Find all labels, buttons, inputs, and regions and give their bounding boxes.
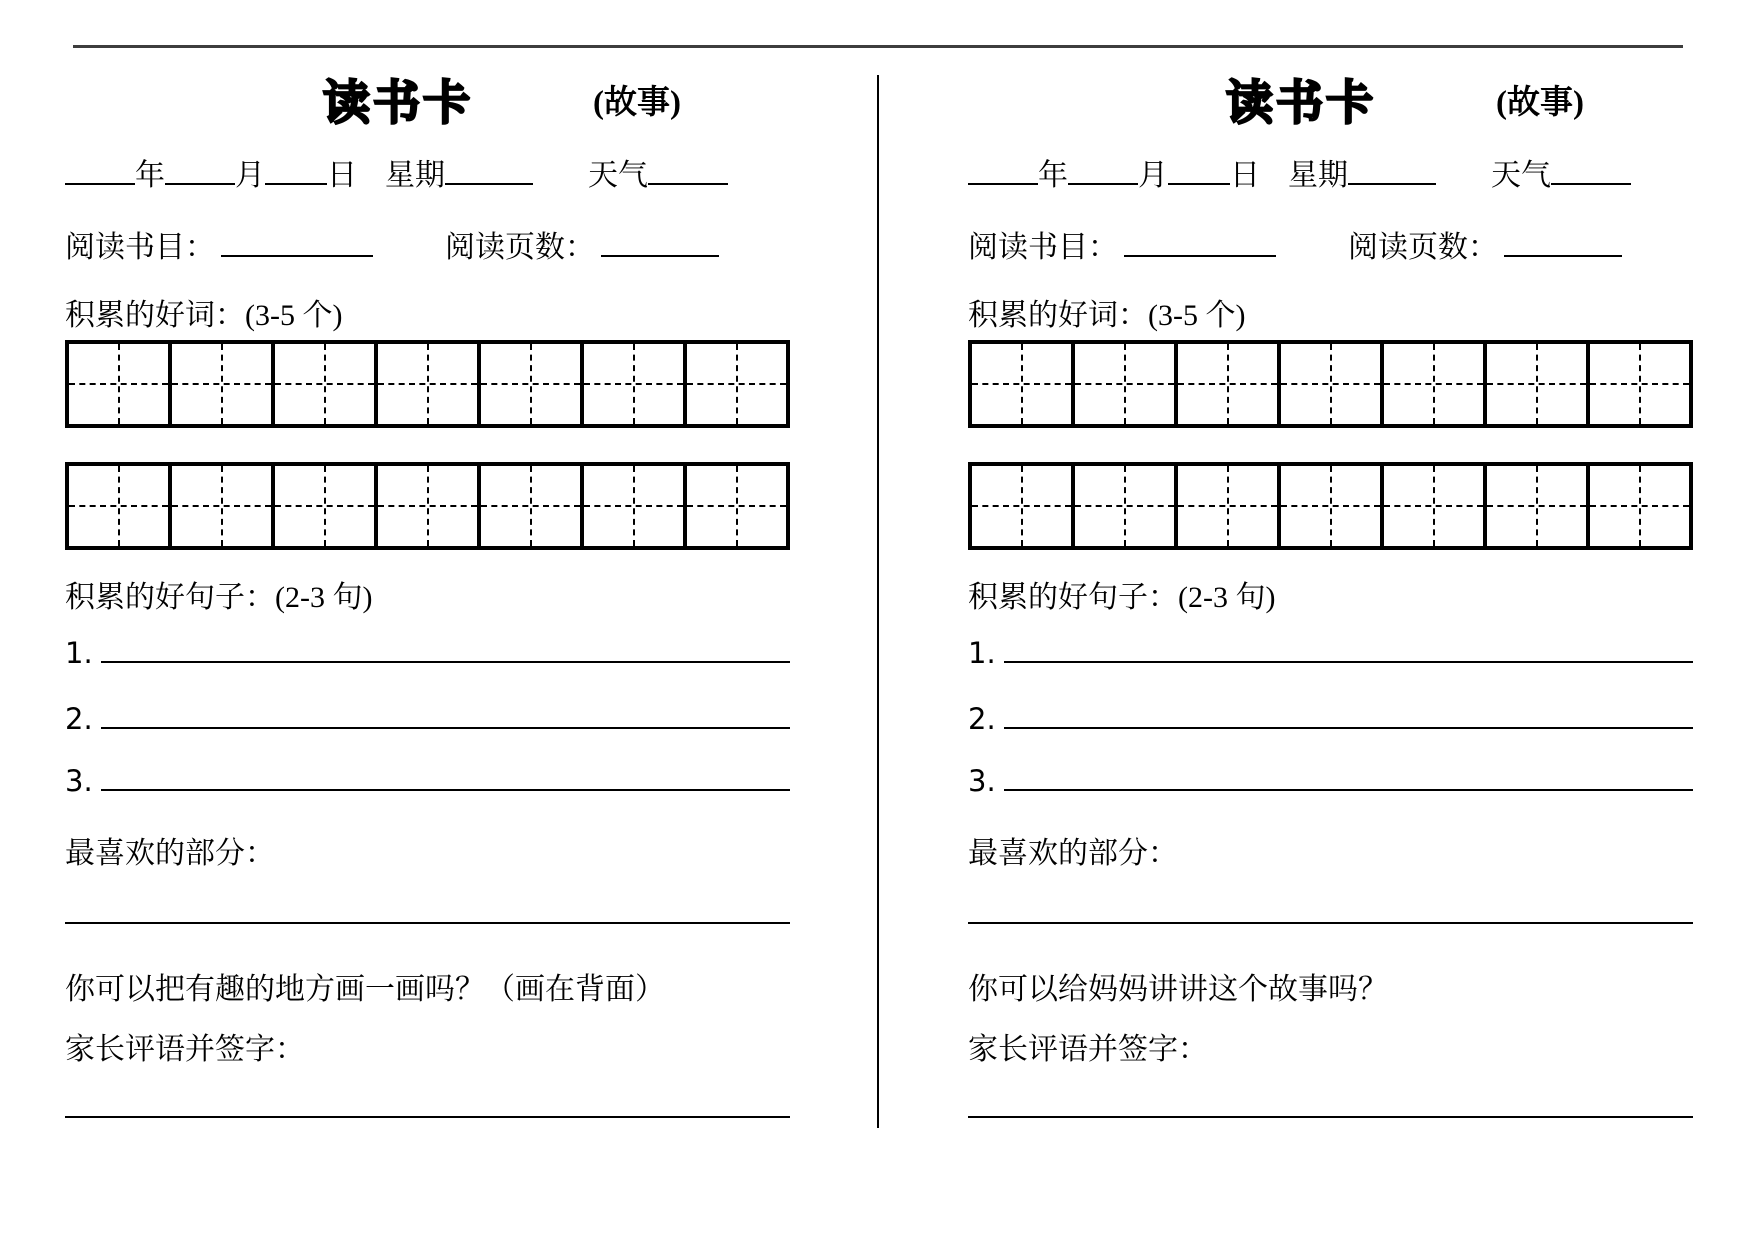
favorite-label: 最喜欢的部分：: [65, 837, 275, 870]
grid-cell: [1487, 466, 1590, 546]
grid-cell: [1590, 344, 1689, 424]
grid-cell: [1281, 466, 1384, 546]
book-pages-row: [65, 222, 790, 264]
sentence-number: 1.: [968, 636, 996, 670]
weather-blank: [1551, 153, 1631, 185]
grid-cell: [1384, 344, 1487, 424]
month-label: 月: [235, 159, 265, 192]
card-title: 读书卡: [1226, 76, 1376, 129]
sentence-number: 3.: [65, 764, 93, 798]
card-title: 读书卡: [323, 76, 473, 129]
grid-cell: [584, 466, 687, 546]
weather-label: 天气: [588, 159, 648, 192]
sentence-row-2: [968, 702, 1693, 736]
grid-cell: [1590, 466, 1689, 546]
parent-signature-row: [65, 1024, 790, 1066]
sentence-blank: [101, 773, 790, 791]
grid-cell: [972, 344, 1075, 424]
word-grid-row-2: [968, 462, 1693, 550]
year-blank: [65, 153, 135, 185]
grid-cell: [481, 344, 584, 424]
signature-blank-line: [65, 1116, 790, 1118]
sentence-row-3: [968, 764, 1693, 798]
word-grid-row-1: [968, 340, 1693, 428]
signature-blank-line: [968, 1116, 1693, 1118]
favorite-row: [65, 828, 790, 870]
grid-cell: [69, 466, 172, 546]
pages-blank: [1504, 225, 1622, 257]
grid-cell: [1178, 466, 1281, 546]
sentence-row-2: [65, 702, 790, 736]
pages-label: 阅读页数：: [445, 231, 595, 264]
week-blank: [1348, 153, 1436, 185]
day-blank: [1168, 153, 1230, 185]
sentence-row-1: [65, 636, 790, 670]
month-blank: [1068, 153, 1138, 185]
sentence-number: 2.: [65, 702, 93, 736]
sentences-label-row: [968, 572, 1693, 612]
favorite-label: 最喜欢的部分：: [968, 837, 1178, 870]
year-blank: [968, 153, 1038, 185]
week-label: 星期: [385, 159, 445, 192]
sentence-number: 2.: [968, 702, 996, 736]
parent-signature-row: [968, 1024, 1693, 1066]
word-grid-row-1: [65, 340, 790, 428]
grid-cell: [69, 344, 172, 424]
parent-label: 家长评语并签字：: [968, 1033, 1208, 1066]
card-header: [968, 70, 1693, 132]
book-label: 阅读书目：: [65, 231, 215, 264]
pages-blank: [601, 225, 719, 257]
reading-card-left: [65, 70, 790, 1118]
sentences-label-row: [65, 572, 790, 612]
grid-cell: [1178, 344, 1281, 424]
grid-cell: [972, 466, 1075, 546]
sentences-label: 积累的好句子：(2-3 句): [968, 581, 1276, 614]
card-subtitle: (故事): [1496, 85, 1584, 121]
words-label: 积累的好词：(3-5 个): [65, 299, 343, 332]
words-label: 积累的好词：(3-5 个): [968, 299, 1246, 332]
weather-label: 天气: [1491, 159, 1551, 192]
question-row: [65, 964, 790, 1006]
favorite-blank-line: [65, 922, 790, 924]
grid-cell: [275, 344, 378, 424]
grid-cell: [172, 344, 275, 424]
grid-cell: [687, 466, 786, 546]
sentence-number: 3.: [968, 764, 996, 798]
question-label: 你可以把有趣的地方画一画吗？（画在背面）: [65, 973, 665, 1006]
question-row: [968, 964, 1693, 1006]
words-label-row: [968, 290, 1693, 330]
grid-cell: [172, 466, 275, 546]
book-pages-row: [968, 222, 1693, 264]
grid-cell: [584, 344, 687, 424]
grid-cell: [1075, 344, 1178, 424]
grid-cell: [378, 344, 481, 424]
page-top-rule: [73, 45, 1683, 48]
grid-cell: [275, 466, 378, 546]
sentence-blank: [1004, 711, 1693, 729]
week-label: 星期: [1288, 159, 1348, 192]
month-blank: [165, 153, 235, 185]
sentence-blank: [1004, 645, 1693, 663]
year-label: 年: [1038, 159, 1068, 192]
grid-cell: [1075, 466, 1178, 546]
card-header: [65, 70, 790, 132]
reading-card-right: [968, 70, 1693, 1118]
sentence-number: 1.: [65, 636, 93, 670]
sentence-blank: [101, 711, 790, 729]
card-subtitle: (故事): [593, 85, 681, 121]
year-label: 年: [135, 159, 165, 192]
grid-cell: [378, 466, 481, 546]
sentence-row-3: [65, 764, 790, 798]
words-label-row: [65, 290, 790, 330]
favorite-row: [968, 828, 1693, 870]
date-row: [968, 150, 1693, 192]
weather-blank: [648, 153, 728, 185]
sentence-blank: [1004, 773, 1693, 791]
book-blank: [1124, 225, 1276, 257]
day-blank: [265, 153, 327, 185]
day-label: 日: [1230, 159, 1260, 192]
grid-cell: [481, 466, 584, 546]
sentences-label: 积累的好句子：(2-3 句): [65, 581, 373, 614]
pages-label: 阅读页数：: [1348, 231, 1498, 264]
day-label: 日: [327, 159, 357, 192]
parent-label: 家长评语并签字：: [65, 1033, 305, 1066]
grid-cell: [1281, 344, 1384, 424]
grid-cell: [1384, 466, 1487, 546]
word-grid-row-2: [65, 462, 790, 550]
book-blank: [221, 225, 373, 257]
week-blank: [445, 153, 533, 185]
question-label: 你可以给妈妈讲讲这个故事吗？: [968, 973, 1388, 1006]
grid-cell: [1487, 344, 1590, 424]
sentence-row-1: [968, 636, 1693, 670]
card-divider: [877, 75, 879, 1128]
grid-cell: [687, 344, 786, 424]
sentence-blank: [101, 645, 790, 663]
date-row: [65, 150, 790, 192]
month-label: 月: [1138, 159, 1168, 192]
book-label: 阅读书目：: [968, 231, 1118, 264]
favorite-blank-line: [968, 922, 1693, 924]
